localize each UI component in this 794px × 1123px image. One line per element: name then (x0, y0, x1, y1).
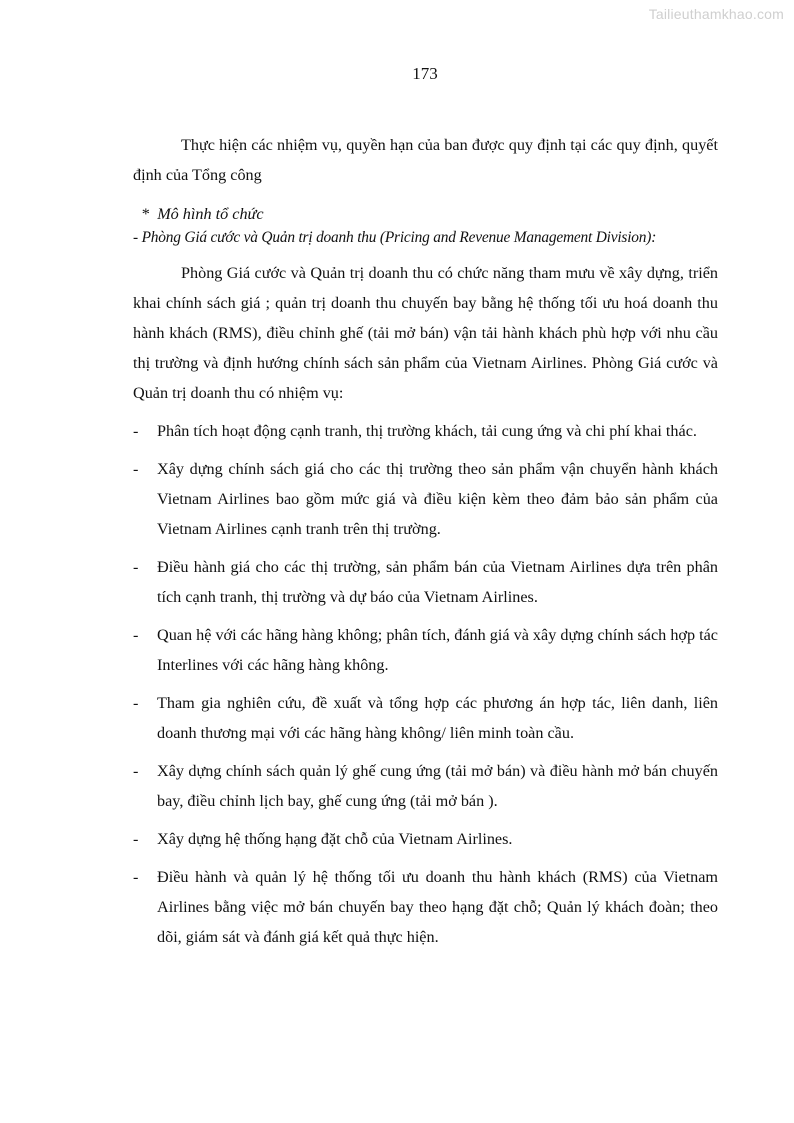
intro-paragraph: Thực hiện các nhiệm vụ, quyền hạn của ban được quy định tại các quy định, quyết định của Tổng công (133, 136, 718, 184)
dash-marker: - (133, 694, 139, 712)
asterisk-marker: * (141, 205, 150, 223)
list-item (133, 862, 718, 952)
document-body (133, 130, 718, 960)
list-item (133, 688, 718, 748)
list-item (133, 756, 718, 816)
list-item-text: Xây dựng chính sách giá cho các thị trường theo sản phẩm vận chuyển hành khách Vietnam Airlines bao gồm mức giá và điều kiện kèm theo đảm bảo sản phẩm của Vietnam Airlines cạnh tranh trên thị trường. (157, 460, 718, 538)
list-item-text: Xây dựng chính sách quản lý ghế cung ứng (tải mở bán) và điều hành mở bán chuyến bay, điều chỉnh lịch bay, ghế cung ứng (tải mở bán ). (157, 762, 718, 810)
list-item-text: Tham gia nghiên cứu, đề xuất và tổng hợp các phương án hợp tác, liên danh, liên doanh thương mại với các hãng hàng không/ liên minh toàn cầu. (157, 694, 718, 742)
dash-marker: - (133, 762, 139, 780)
list-item-text: Điều hành giá cho các thị trường, sản phẩm bán của Vietnam Airlines dựa trên phân tích cạnh tranh, thị trường và dự báo của Vietnam Airlines. (157, 558, 718, 606)
list-item (133, 552, 718, 612)
department-heading: - Phòng Giá cước và Quản trị doanh thu (Pricing and Revenue Management Division): (133, 229, 657, 246)
list-item-text: Quan hệ với các hãng hàng không; phân tích, đánh giá và xây dựng chính sách hợp tác Interlines với các hãng hàng không. (157, 626, 718, 674)
list-item (133, 416, 718, 446)
page-number: 173 (412, 64, 438, 83)
list-item (133, 824, 718, 854)
duties-list (133, 416, 718, 952)
watermark: Tailieuthamkhao.com (648, 6, 784, 22)
list-item (133, 620, 718, 680)
department-description: Phòng Giá cước và Quản trị doanh thu có chức năng tham mưu về xây dựng, triển khai chính sách giá ; quản trị doanh thu chuyến bay bằng hệ thống tối ưu hoá doanh thu hành khách (RMS), điều chỉnh ghế (tải mở bán) vận tải hành khách phù hợp với nhu cầu thị trường và định hướng chính sách sản phẩm của Vietnam Airlines. Phòng Giá cước và Quản trị doanh thu có nhiệm vụ: (133, 264, 718, 402)
dash-marker: - (133, 868, 139, 886)
list-item (133, 454, 718, 544)
dash-marker: - (133, 422, 139, 440)
org-model-heading (141, 202, 718, 226)
list-item-text: Xây dựng hệ thống hạng đặt chỗ của Vietnam Airlines. (157, 830, 513, 848)
list-item-text: Phân tích hoạt động cạnh tranh, thị trường khách, tải cung ứng và chi phí khai thác. (157, 422, 697, 440)
dash-marker: - (133, 460, 139, 478)
dash-marker: - (133, 830, 139, 848)
org-model-heading-text: Mô hình tổ chức (157, 205, 264, 223)
list-item-text: Điều hành và quản lý hệ thống tối ưu doanh thu hành khách (RMS) của Vietnam Airlines bằng việc mở bán chuyến bay theo hạng đặt chỗ; Quản lý khách đoàn; theo dõi, giám sát và đánh giá kết quả thực hiện. (157, 868, 718, 946)
dash-marker: - (133, 558, 139, 576)
dash-marker: - (133, 626, 139, 644)
